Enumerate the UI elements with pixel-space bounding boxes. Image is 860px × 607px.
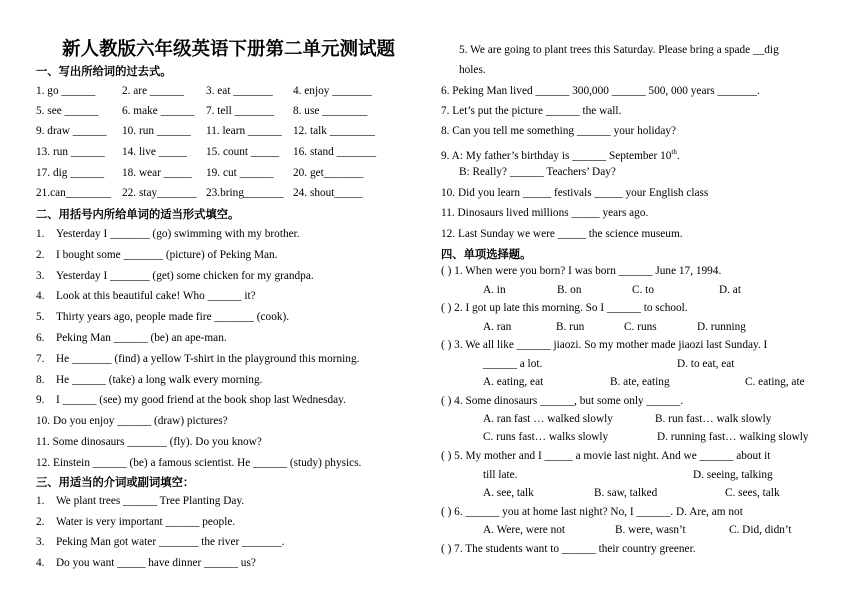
past-tense-row [0, 186, 420, 200]
past-tense-item: 19. cut ______ [206, 167, 274, 179]
mc-question-continued: till late. [483, 469, 518, 481]
fill-item [36, 373, 262, 387]
preposition-item [441, 227, 683, 241]
item-text: 9. A: My father’s birthday is ______ September 10 [441, 149, 672, 162]
past-tense-item: 7. tell _______ [206, 105, 275, 117]
fill-item [36, 435, 262, 449]
item-text: B: Really? ______ Teachers’ Day? [459, 166, 616, 178]
item-text-end: . [676, 149, 680, 162]
mc-option: B. were, wasn’t [615, 524, 686, 536]
past-tense-item: 22. stay_______ [122, 187, 197, 199]
past-tense-item: 18. wear _____ [122, 167, 192, 179]
item-text: 12. Last Sunday we were _____ the science museum. [441, 228, 683, 240]
item-number: 1. [36, 495, 45, 507]
mc-option: C. eating, ate [745, 376, 805, 388]
past-tense-item: 1. go ______ [36, 85, 96, 97]
preposition-item [459, 43, 779, 57]
item-number: 8. [36, 373, 45, 386]
past-tense-item: 11. learn ______ [206, 125, 282, 137]
item-number: 3. [36, 269, 45, 282]
preposition-item [459, 165, 616, 179]
past-tense-item: 4. enjoy _______ [293, 85, 372, 97]
item-text: 10. Do you enjoy ______ (draw) pictures? [36, 415, 228, 428]
past-tense-item: 13. run ______ [36, 146, 105, 158]
item-text: 12. Einstein ______ (be) a famous scientist. He ______ (study) physics. [36, 456, 362, 469]
item-text: He ______ (take) a long walk every morning. [56, 373, 263, 386]
preposition-item [459, 63, 486, 77]
item-text: Peking Man ______ (be) an ape-man. [56, 332, 227, 344]
item-text: Thirty years ago, people made fire _______ (cook). [56, 311, 290, 324]
past-tense-item: 12. talk ________ [293, 125, 375, 137]
section-4-heading: 四、单项选择题。 [441, 248, 532, 261]
item-number: 4. [36, 290, 45, 303]
item-text: We plant trees ______ Tree Planting Day. [56, 495, 245, 507]
item-text: 11. Dinosaurs lived millions _____ years ago. [441, 207, 649, 219]
fill-item [36, 414, 228, 428]
item-text: holes. [459, 64, 486, 76]
section-2-heading: 二、用括号内所给单词的适当形式填空。 [36, 208, 240, 221]
fill-item [36, 310, 289, 324]
item-number: 4. [36, 557, 45, 570]
fill-item [36, 227, 300, 241]
past-tense-item: 15. count _____ [206, 146, 280, 158]
mc-option: A. eating, eat [483, 376, 544, 388]
past-tense-item: 5. see ______ [36, 105, 99, 117]
item-text: Peking Man got water _______ the river _______. [56, 536, 285, 549]
past-tense-item: 16. stand _______ [293, 146, 377, 158]
preposition-item [441, 104, 621, 118]
past-tense-item: 2. are ______ [122, 85, 184, 97]
mc-question: ( ) 5. My mother and I _____ a movie last night. And we ______ about it [441, 450, 771, 462]
past-tense-item: 3. eat _______ [206, 85, 273, 97]
mc-question: ( ) 7. The students want to ______ their country greener. [441, 543, 696, 555]
page-title: 新人教版六年级英语下册第二单元测试题 [62, 39, 396, 60]
superscript: th [671, 148, 677, 156]
past-tense-item: 21.can________ [36, 187, 111, 199]
item-number: 2. [36, 515, 45, 528]
item-text: 6. Peking Man lived ______ 300,000 ______ 500, 000 years _______. [441, 85, 760, 97]
item-number: 3. [36, 536, 45, 549]
mc-option: A. Were, were not [483, 524, 566, 536]
preposition-item [36, 535, 284, 549]
mc-option: A. ran fast … walked slowly [483, 413, 613, 425]
item-number: 1. [36, 228, 45, 240]
preposition-item [36, 494, 244, 508]
mc-option: C. runs fast… walks slowly [483, 431, 609, 443]
mc-option: B. on [557, 284, 582, 296]
item-number: 9. [36, 394, 45, 407]
item-text: Yesterday I _______ (go) swimming with my brother. [56, 228, 300, 240]
item-text: Water is very important ______ people. [56, 515, 236, 528]
item-text: 5. We are going to plant trees this Saturday. Please bring a spade __dig [459, 44, 779, 56]
mc-option: D. to eat, eat [677, 358, 735, 370]
item-number: 2. [36, 248, 45, 261]
item-number: 5. [36, 311, 45, 324]
mc-option: C. Did, didn’t [729, 524, 792, 536]
mc-question: ( ) 2. I got up late this morning. So I ______ to school. [441, 302, 688, 314]
mc-option: D. seeing, talking [693, 469, 773, 481]
item-text: Do you want _____ have dinner ______ us? [56, 557, 256, 570]
fill-item [36, 352, 359, 366]
mc-question-continued: ______ a lot. [483, 358, 543, 370]
mc-question: ( ) 3. We all like ______ jiaozi. So my mother made jiaozi last Sunday. I [441, 339, 768, 351]
past-tense-item: 6. make ______ [122, 105, 195, 117]
past-tense-row [0, 84, 420, 98]
mc-question: ( ) 6. ______ you at home last night? No, I ______. D. Are, am not [441, 506, 743, 518]
section-3-heading: 三、用适当的介词或副词填空： [36, 476, 195, 489]
mc-option: A. see, talk [483, 487, 534, 499]
mc-option: A. in [483, 284, 506, 296]
mc-option: B. run fast… walk slowly [655, 413, 772, 425]
past-tense-item: 20. get_______ [293, 167, 364, 179]
mc-option: C. sees, talk [725, 487, 780, 499]
preposition-item [36, 515, 235, 529]
mc-option: D. running [697, 321, 746, 333]
fill-item [36, 269, 314, 283]
mc-option: C. to [632, 284, 654, 296]
mc-option: B. ate, eating [610, 376, 670, 388]
item-text: 8. Can you tell me something ______ your holiday? [441, 125, 677, 137]
item-text: He _______ (find) a yellow T-shirt in the playground this morning. [56, 352, 360, 365]
past-tense-item: 14. live _____ [122, 146, 187, 158]
past-tense-item: 17. dig ______ [36, 167, 105, 179]
past-tense-item: 10. run ______ [122, 125, 191, 137]
item-text: I ______ (see) my good friend at the book shop last Wednesday. [56, 394, 346, 407]
fill-item [36, 393, 346, 407]
item-text: 7. Let’s put the picture ______ the wall. [441, 105, 622, 117]
past-tense-row [0, 124, 420, 138]
item-text: Yesterday I _______ (get) some chicken for my grandpa. [56, 269, 314, 282]
past-tense-item: 23.bring_______ [206, 187, 284, 199]
past-tense-row [0, 104, 420, 118]
mc-option: B. saw, talked [594, 487, 658, 499]
mc-option: D. at [719, 284, 741, 296]
fill-item [36, 456, 361, 470]
preposition-item [36, 556, 256, 570]
item-text: 10. Did you learn _____ festivals _____ your English class [441, 187, 709, 199]
item-text: I bought some _______ (picture) of Peking Man. [56, 248, 278, 261]
past-tense-row [0, 145, 420, 159]
preposition-item [441, 124, 676, 138]
item-text: 11. Some dinosaurs _______ (fly). Do you know? [36, 436, 262, 448]
mc-option: A. ran [483, 321, 512, 333]
past-tense-item: 8. use ________ [293, 105, 368, 117]
past-tense-item: 24. shout_____ [293, 187, 363, 199]
fill-item [36, 289, 256, 303]
past-tense-row [0, 166, 420, 180]
section-1-heading: 一、写出所给词的过去式。 [36, 65, 172, 78]
past-tense-item: 9. draw ______ [36, 125, 107, 137]
mc-question: ( ) 1. When were you born? I was born ______ June 17, 1994. [441, 265, 722, 277]
item-number: 7. [36, 352, 45, 365]
mc-option: C. runs [624, 321, 657, 333]
preposition-item [441, 84, 760, 98]
preposition-item [441, 145, 680, 163]
fill-item [36, 248, 278, 262]
item-number: 6. [36, 332, 45, 344]
preposition-item [441, 206, 648, 220]
item-text: Look at this beautiful cake! Who ______ it? [56, 290, 256, 303]
mc-option: D. running fast… walking slowly [657, 431, 809, 443]
fill-item [36, 331, 227, 345]
mc-question: ( ) 4. Some dinosaurs ______, but some only ______. [441, 395, 684, 407]
mc-option: B. run [556, 321, 585, 333]
preposition-item [441, 186, 708, 200]
